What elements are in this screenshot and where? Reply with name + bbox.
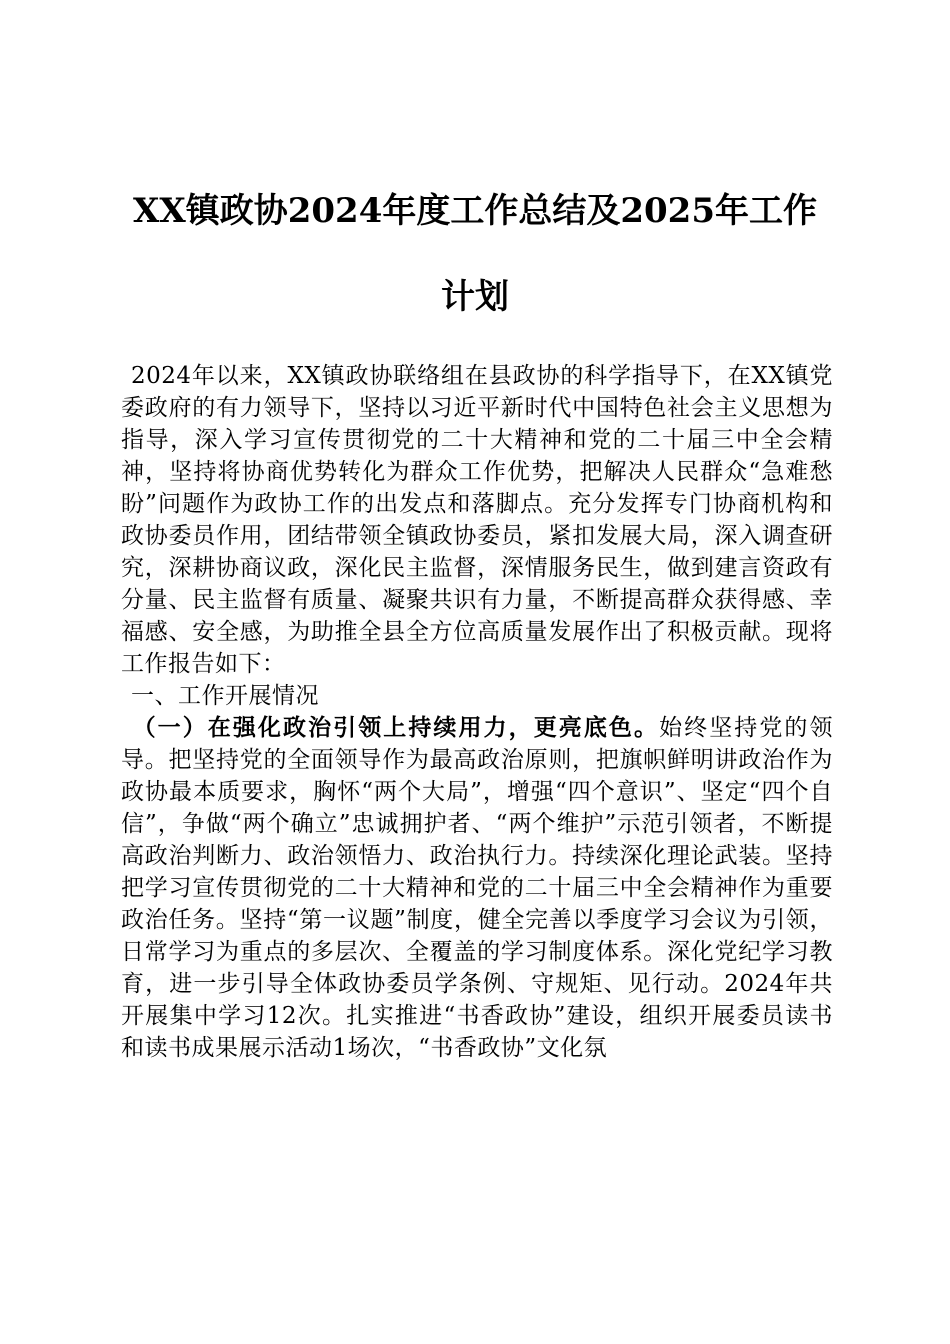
subsection-body-text: 始终坚持党的领导。把坚持党的全面领导作为最高政治原则，把旗帜鲜明讲政治作为政协最本质要求，胸怀“两个大局”，增强“四个意识”、坚定“四个自信”，争做“两个确立”忠诚拥护者、“两个维护”示范引领者，不断提高政治判断力、政治领悟力、政治执行力。持续深化理论武装。坚持把学习宣传贯彻党的二十大精神和党的二十届三中全会精神作为重要政治任务。坚持“第一议题”制度，健全完善以季度学习会议为引领，日常学习为重点的多层次、全覆盖的学习制度体系。深化党纪学习教育，进一步引导全体政协委员学条例、守规矩、见行动。2024年共开展集中学习12次。扎实推进“书香政协”建设，组织开展委员读书和读书成果展示活动1场次，“书香政协”文化氛 (121, 715, 834, 1061)
intro-paragraph (121, 360, 833, 680)
section-heading: 一、工作开展情况 (131, 683, 319, 709)
intro-paragraph-text: 2024年以来，XX镇政协联络组在县政协的科学指导下，在XX镇党委政府的有力领导下，坚持以习近平新时代中国特色社会主义思想为指导，深入学习宣传贯彻党的二十大精神和党的二十届三中全会精神，坚持将协商优势转化为群众工作优势，把解决人民群众“急难愁盼”问题作为政协工作的出发点和落脚点。充分发挥专门协商机构和政协委员作用，团结带领全镇政协委员，紧扣发展大局，深入调查研究，深耕协商议政，深化民主监督，深情服务民生，做到建言资政有分量、民主监督有质量、凝聚共识有力量，不断提高群众获得感、幸福感、安全感，为助推全县全方位高质量发展作出了积极贡献。现将工作报告如下： (121, 363, 833, 677)
title-line-2: 计划 (441, 277, 509, 317)
subsection-paragraph (121, 712, 833, 1064)
subsection-heading: （一）在强化政治引领上持续用力，更亮底色。 (131, 714, 660, 741)
document-title (118, 168, 832, 340)
document-body (121, 360, 833, 1064)
title-line-1: XX镇政协2024年度工作总结及2025年工作 (132, 191, 818, 231)
